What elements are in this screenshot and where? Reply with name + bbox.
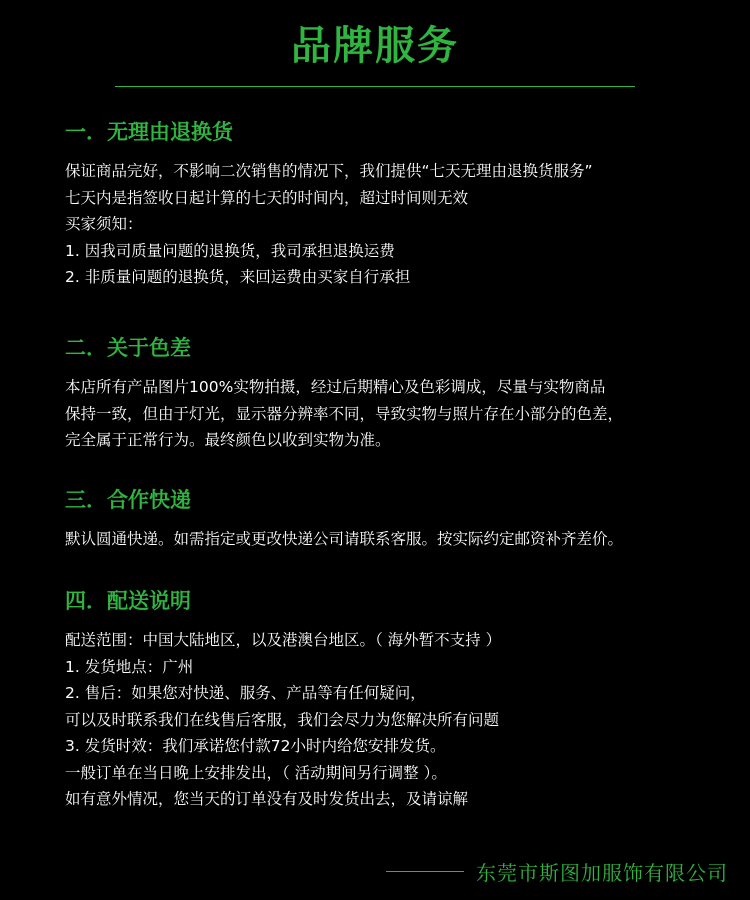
section-text-line: 如有意外情况，您当天的订单没有及时发货出去，及请谅解 bbox=[65, 790, 469, 808]
section-text-line: 默认圆通快递。如需指定或更改快递公司请联系客服。按实际约定邮资补齐差价。 bbox=[65, 530, 624, 548]
section-text-line: 保持一致，但由于灯光，显示器分辨率不同，导致实物与照片存在小部分的色差， bbox=[65, 404, 624, 423]
section-text-line: 本店所有产品图片100%实物拍摄，经过后期精心及色彩调成，尽量与实物商品 bbox=[65, 378, 606, 396]
section-text-line: 1. 发货地点：广州 bbox=[65, 657, 194, 676]
section-text-line: 买家须知： bbox=[65, 215, 143, 233]
section-courier bbox=[65, 486, 725, 553]
section-heading: 三．合作快递 bbox=[65, 488, 191, 512]
section-text-line: 3. 发货时效：我们承诺您付款72小时内给您安排发货。 bbox=[65, 737, 446, 755]
section-color-difference bbox=[65, 334, 725, 454]
title-divider bbox=[115, 86, 635, 87]
section-heading: 四．配送说明 bbox=[65, 589, 191, 613]
section-text-line: 保证商品完好，不影响二次销售的情况下，我们提供“七天无理由退换货服务” bbox=[65, 162, 593, 180]
page-title: 品牌服务 bbox=[291, 23, 459, 69]
footer bbox=[386, 856, 728, 886]
section-text-line: 配送范围：中国大陆地区，以及港澳台地区。（ 海外暂不支持 ） bbox=[65, 631, 502, 649]
section-text-line: 一般订单在当日晚上安排发出，（ 活动期间另行调整 ）。 bbox=[65, 763, 447, 782]
section-text-line: 可以及时联系我们在线售后客服，我们会尽力为您解决所有问题 bbox=[65, 710, 500, 729]
section-heading: 一．无理由退换货 bbox=[65, 120, 233, 144]
section-text-line: 完全属于正常行为。最终颜色以收到实物为准。 bbox=[65, 431, 391, 449]
company-name: 东莞市斯图加服饰有限公司 bbox=[476, 860, 728, 885]
section-text-line: 1. 因我司质量问题的退换货，我司承担退换运费 bbox=[65, 241, 395, 260]
section-text-line: 七天内是指签收日起计算的七天的时间内，超过时间则无效 bbox=[65, 188, 469, 207]
section-text-line: 2. 非质量问题的退换货，来回运费由买家自行承担 bbox=[65, 268, 411, 286]
section-text-line: 2. 售后：如果您对快递、服务、产品等有任何疑问， bbox=[65, 684, 426, 702]
footer-divider bbox=[386, 871, 464, 872]
section-returns-exchanges bbox=[65, 118, 725, 291]
section-heading: 二．关于色差 bbox=[65, 336, 191, 360]
section-delivery bbox=[65, 587, 725, 813]
